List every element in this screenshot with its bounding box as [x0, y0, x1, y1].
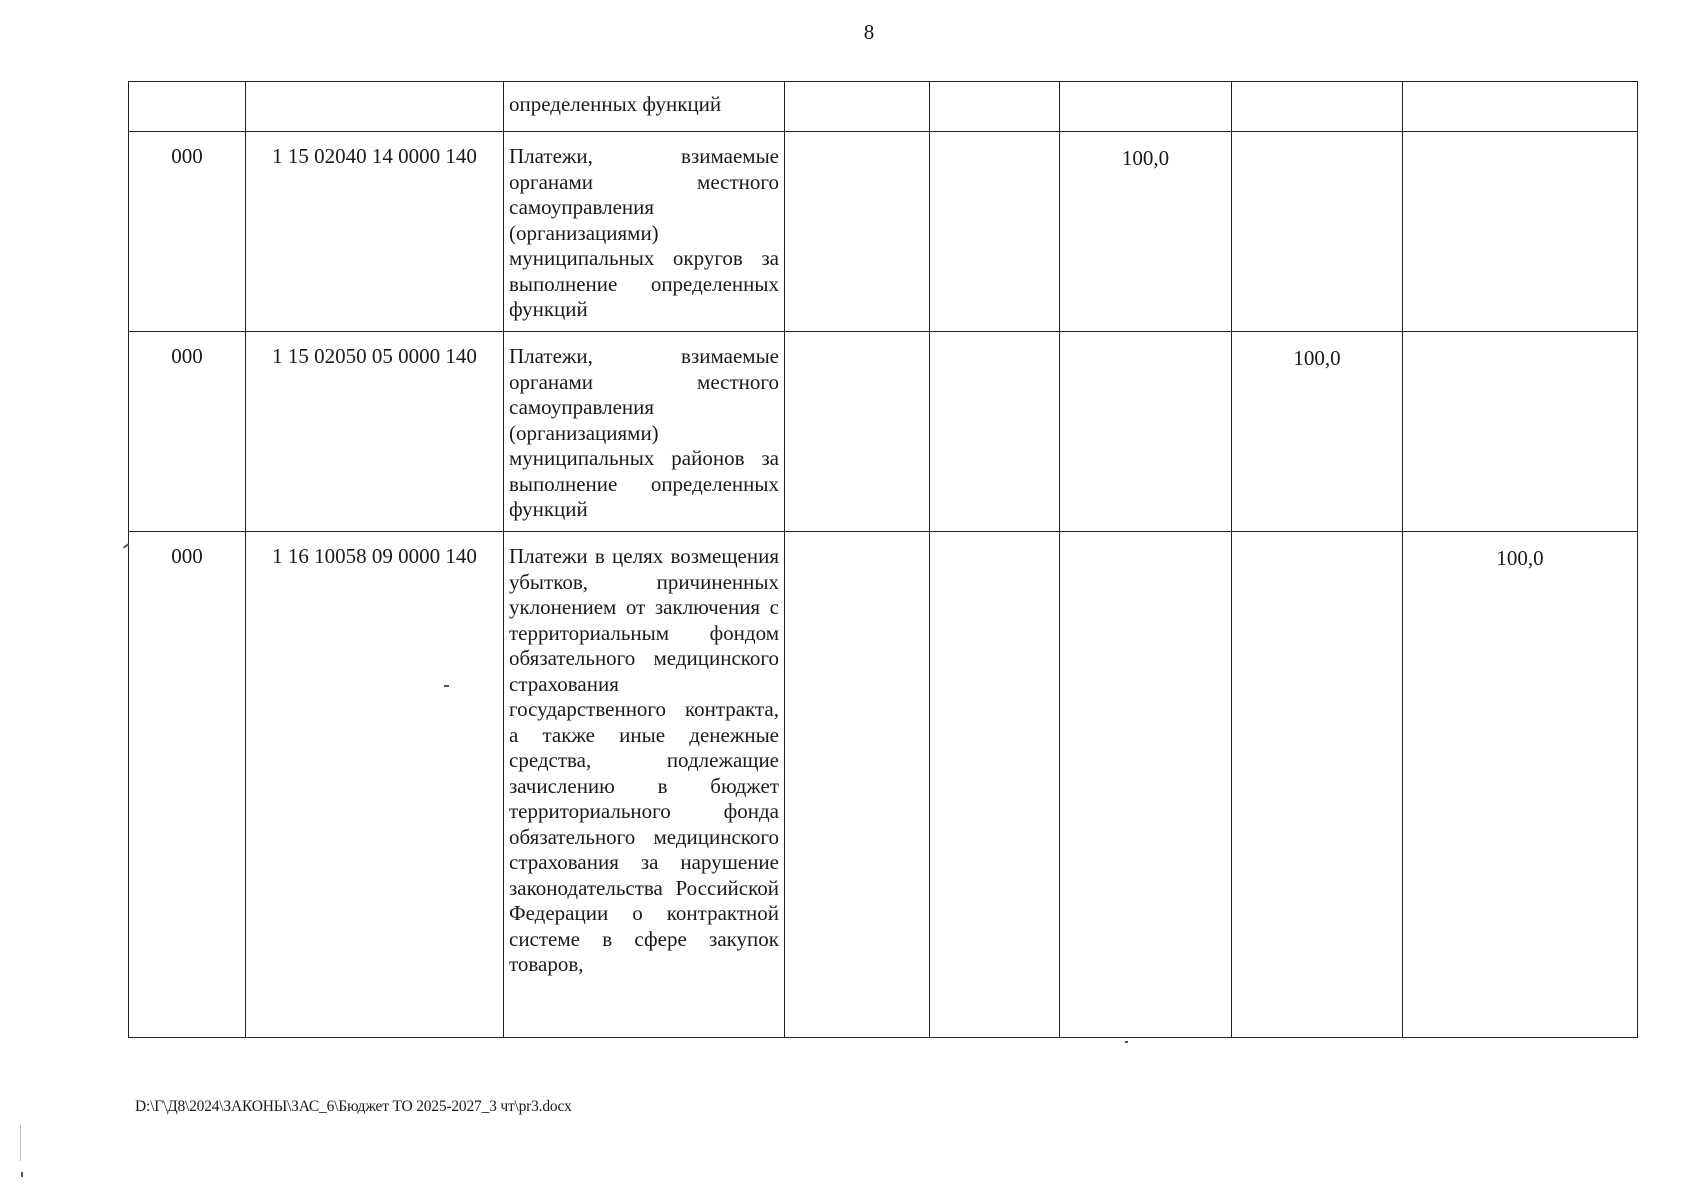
- amount-cell: [1232, 132, 1403, 332]
- scan-artifact: [444, 685, 449, 687]
- budget-classification-code-cell: [246, 82, 504, 132]
- amount-cell: [785, 332, 930, 532]
- admin-code-cell: 000: [129, 332, 246, 532]
- revenue-description-cell: Платежи, взимаемые органами местного самоуправления (организациями) муниципальных районов за выполнение определенных функций: [504, 332, 785, 532]
- amount-cell: 100,0: [1060, 132, 1232, 332]
- page-number: 8: [863, 20, 875, 44]
- budget-classification-code-cell: 1 15 02040 14 0000 140: [246, 132, 504, 332]
- amount-cell: [1232, 82, 1403, 132]
- amount-cell: [785, 82, 930, 132]
- scan-artifact: [21, 1172, 23, 1177]
- revenue-description-cell: Платежи в целях возмещения убытков, причиненных уклонением от заключения с территориальным фондом обязательного медицинского страхования государственного контракта, а также иные денежные средства, подлежащие зачислению в бюджет территориального фонда обязательного медицинского страхования за нарушение законодательства Российской Федерации о контрактной системе в сфере закупок товаров,: [504, 532, 785, 1038]
- amount-cell: [930, 132, 1060, 332]
- amount-cell: [1403, 82, 1638, 132]
- amount-cell: [930, 532, 1060, 1038]
- amount-cell: [785, 532, 930, 1038]
- admin-code-cell: 000: [129, 132, 246, 332]
- budget-revenue-table: [128, 81, 1638, 1038]
- budget-classification-code-cell: 1 15 02050 05 0000 140: [246, 332, 504, 532]
- file-path-footer: D:\Г\Д8\2024\ЗАКОНЫ\ЗАС_6\Бюджет ТО 2025-2027_3 чт\pr3.docx: [135, 1098, 572, 1115]
- table-row: [129, 132, 1638, 332]
- amount-cell: [1060, 82, 1232, 132]
- revenue-description-cell: Платежи, взимаемые органами местного самоуправления (организациями) муниципальных округов за выполнение определенных функций: [504, 132, 785, 332]
- table-row: [129, 532, 1638, 1038]
- revenue-description-cell: определенных функций: [504, 82, 785, 132]
- amount-cell: [1403, 132, 1638, 332]
- scan-artifact: [1125, 1041, 1128, 1043]
- amount-cell: [1060, 532, 1232, 1038]
- amount-cell: 100,0: [1232, 332, 1403, 532]
- table-row: [129, 82, 1638, 132]
- amount-cell: [1403, 332, 1638, 532]
- amount-cell: 100,0: [1403, 532, 1638, 1038]
- amount-cell: [1060, 332, 1232, 532]
- amount-cell: [1232, 532, 1403, 1038]
- amount-cell: [930, 332, 1060, 532]
- budget-classification-code-cell: 1 16 10058 09 0000 140: [246, 532, 504, 1038]
- amount-cell: [930, 82, 1060, 132]
- amount-cell: [785, 132, 930, 332]
- admin-code-cell: 000: [129, 532, 246, 1038]
- table-row: [129, 332, 1638, 532]
- admin-code-cell: [129, 82, 246, 132]
- scan-artifact: [20, 1125, 21, 1161]
